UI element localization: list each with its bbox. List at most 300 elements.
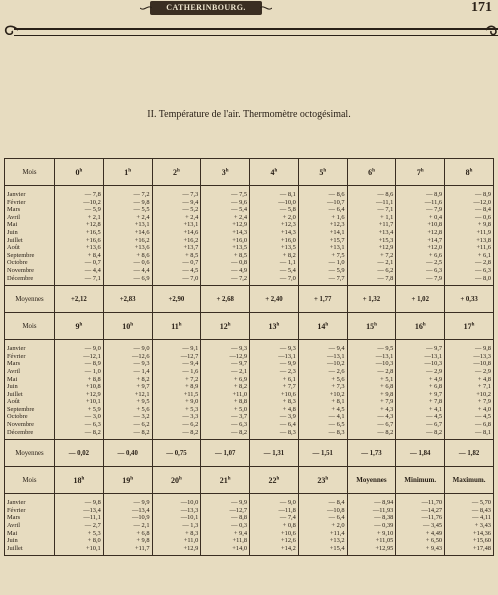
cell-value: — 9,8 — [133, 198, 150, 206]
cell-value: — 8,4 — [328, 499, 345, 507]
cell-value: + 8,0 — [87, 537, 101, 545]
cell-value: +14,2 — [281, 544, 296, 552]
cell-value: +13,2 — [329, 537, 345, 545]
cell-value: + 7,9 — [477, 398, 491, 406]
value-column — [250, 340, 299, 440]
month-name: Janvier — [7, 499, 26, 507]
cell-value: + 5,9 — [87, 405, 101, 413]
cell-value: + 9,10 — [376, 529, 394, 537]
cell-value: —13,3 — [180, 506, 199, 514]
value-column — [201, 494, 250, 556]
cell-value: +16,5 — [85, 228, 101, 236]
cell-value: +17,48 — [473, 544, 491, 552]
mean-value: — 1,07 — [201, 440, 250, 467]
cell-value: +10,8 — [85, 383, 101, 391]
cell-value: — 0,8 — [231, 259, 248, 267]
cell-value: + 2,0 — [331, 522, 345, 530]
cell-value: + 4,9 — [428, 375, 443, 383]
cell-value: +12,8 — [427, 228, 443, 236]
cell-value: + 8,4 — [87, 251, 101, 259]
hour-header — [103, 313, 152, 340]
value-column — [55, 494, 104, 556]
cell-value: + 0,4 — [428, 213, 443, 221]
cell-value: — 5,5 — [133, 206, 150, 214]
cell-value: + 9,5 — [136, 398, 150, 406]
hour-suffix: h — [469, 167, 473, 173]
cell-value: + 6,8 — [380, 383, 394, 391]
cell-value: — 6,9 — [133, 274, 150, 282]
month-name: Mars — [7, 206, 21, 214]
cell-value: — 9,7 — [231, 360, 248, 368]
mean-value: — 1,82 — [445, 440, 494, 467]
month-list — [5, 186, 55, 286]
cell-value: — 2,3 — [279, 367, 296, 375]
means-row — [5, 286, 494, 313]
hour-value: 3 — [221, 167, 226, 177]
cell-value: +12,3 — [329, 221, 345, 229]
hour-header — [152, 313, 201, 340]
cell-value: — 6,2 — [182, 421, 199, 429]
cell-value: —12,7 — [229, 506, 248, 514]
cell-value: + 5,6 — [136, 405, 150, 413]
cell-value: —11,6 — [424, 198, 443, 206]
cell-value: — 9,4 — [182, 198, 199, 206]
cell-value: + 4,5 — [331, 405, 345, 413]
cell-value: — 7,9 — [426, 274, 443, 282]
data-row — [5, 494, 494, 556]
mean-value: — 0,40 — [103, 440, 152, 467]
value-column — [250, 494, 299, 556]
cell-value: + 4,8 — [282, 405, 296, 413]
hour-value: 10 — [122, 321, 131, 331]
cell-value: —11,76 — [421, 514, 443, 522]
value-column — [298, 494, 347, 556]
mean-value: — 1,73 — [347, 440, 396, 467]
cell-value: —10,0 — [278, 198, 296, 206]
cell-value: + 9,43 — [425, 544, 443, 552]
cell-value: + 8,8 — [87, 375, 101, 383]
mean-value: — 1,51 — [298, 440, 347, 467]
cell-value: — 9,7 — [426, 345, 443, 353]
mean-value: +2,12 — [55, 286, 104, 313]
cell-value: +11,05 — [375, 537, 394, 545]
cell-value: +15,4 — [329, 544, 345, 552]
hour-suffix: h — [179, 476, 182, 482]
cell-value: —13,1 — [375, 352, 394, 360]
cell-value: + 4,0 — [477, 405, 491, 413]
hour-value: 17 — [463, 321, 472, 331]
cell-value: +16,2 — [183, 236, 199, 244]
cell-value: — 8,9 — [84, 360, 101, 368]
month-name: Mars — [7, 360, 21, 368]
cell-value: — 2,7 — [84, 522, 101, 530]
cell-value: + 8,5 — [233, 251, 248, 259]
mean-value: — 1,84 — [396, 440, 445, 467]
month-list — [5, 494, 55, 556]
cell-value: — 2,9 — [426, 367, 443, 375]
hour-value: 9 — [75, 321, 80, 331]
mean-value: +2,83 — [103, 286, 152, 313]
hour-value: 19 — [122, 475, 131, 485]
hour-header — [298, 467, 347, 494]
cell-value: +11,7 — [378, 221, 394, 229]
hour-header — [152, 159, 201, 186]
cell-value: — 9,4 — [328, 345, 345, 353]
data-row — [5, 186, 494, 286]
month-name: Octobre — [7, 259, 28, 267]
cell-value: — 1,0 — [328, 259, 345, 267]
cell-value: + 7,2 — [380, 251, 394, 259]
cell-value: — 0,7 — [84, 259, 101, 267]
month-name: Juillet — [7, 544, 23, 552]
cell-value: — 9,5 — [377, 345, 394, 353]
month-name: Mai — [7, 375, 18, 383]
cell-value: + 9,4 — [233, 529, 248, 537]
cell-value: +11,0 — [232, 390, 248, 398]
cell-value: — 8,0 — [475, 274, 491, 282]
cell-value: — 5,9 — [328, 266, 345, 274]
cell-value: +13,6 — [85, 244, 101, 252]
value-column — [201, 186, 250, 286]
cell-value: +14,1 — [329, 228, 345, 236]
hour-value: 15 — [366, 321, 375, 331]
hour-header — [55, 467, 104, 494]
month-name: Février — [7, 506, 26, 514]
cell-value: — 4,11 — [472, 514, 491, 522]
cell-value: + 5,1 — [380, 375, 394, 383]
month-name: Janvier — [7, 345, 26, 353]
cell-value: + 8,6 — [136, 251, 150, 259]
cell-value: — 2,5 — [426, 259, 443, 267]
cell-value: — 5,8 — [279, 206, 296, 214]
cell-value: + 8,2 — [136, 375, 150, 383]
cell-value: — 4,5 — [182, 266, 199, 274]
mean-value: — 0,75 — [152, 440, 201, 467]
cell-value: — 1,0 — [84, 367, 101, 375]
cell-value: +12,9 — [232, 221, 248, 229]
cell-value: — 3,3 — [182, 413, 199, 421]
cell-value: — 8,6 — [377, 191, 394, 198]
cell-value: +14,6 — [183, 228, 199, 236]
cell-value: + 9,0 — [185, 398, 199, 406]
cell-value: — 6,4 — [279, 421, 296, 429]
cell-value: +14,3 — [281, 228, 296, 236]
mean-value: +2,90 — [152, 286, 201, 313]
cell-value: + 9,8 — [380, 390, 394, 398]
mois-header: Mois — [5, 159, 55, 186]
cell-value: — 7,3 — [182, 191, 199, 198]
hour-value: 16 — [414, 321, 423, 331]
cell-value: — 7,8 — [377, 274, 394, 282]
temperature-table — [4, 158, 494, 556]
stat-header: Moyennes — [347, 467, 396, 494]
cell-value: + 4,3 — [380, 405, 394, 413]
cell-value: — 5,4 — [279, 266, 296, 274]
month-name: Août — [7, 244, 20, 252]
cell-value: +12,1 — [134, 390, 150, 398]
cell-value: —11,8 — [278, 506, 296, 514]
cell-value: — 2,6 — [328, 367, 345, 375]
month-name: Janvier — [7, 191, 26, 198]
hour-suffix: h — [177, 167, 180, 173]
data-row — [5, 340, 494, 440]
hour-value: 23 — [317, 475, 326, 485]
cell-value: —12,7 — [180, 352, 199, 360]
hour-suffix: h — [323, 167, 327, 173]
hour-value: 18 — [73, 475, 82, 485]
cell-value: — 2,1 — [133, 522, 150, 530]
page-number: 171 — [471, 0, 492, 15]
cell-value: + 8,3 — [185, 529, 199, 537]
cell-value: — 8,1 — [475, 428, 491, 436]
cell-value: — 8,3 — [328, 428, 345, 436]
cell-value: — 8,4 — [475, 206, 491, 214]
cell-value: — 8,6 — [328, 191, 345, 198]
month-name: Juin — [7, 228, 18, 236]
cell-value: + 7,3 — [331, 383, 345, 391]
cell-value: — 8,2 — [377, 428, 394, 436]
cell-value: + 5,3 — [87, 529, 101, 537]
hour-header — [250, 313, 299, 340]
cell-value: +12,9 — [85, 390, 101, 398]
stat-header: Maximum. — [445, 467, 494, 494]
cell-value: — 3,9 — [279, 413, 296, 421]
cell-value: +11,0 — [183, 537, 199, 545]
cell-value: — 8,8 — [231, 514, 248, 522]
cell-value: +13,4 — [378, 228, 394, 236]
cell-value: +11,6 — [476, 244, 491, 252]
cell-value: — 2,8 — [475, 259, 491, 267]
header-row — [5, 467, 494, 494]
hour-suffix: h — [420, 167, 424, 173]
cell-value: — 7,0 — [279, 274, 296, 282]
hour-value: 8 — [465, 167, 470, 177]
hour-value: 2 — [173, 167, 178, 177]
cell-value: + 9,7 — [136, 383, 150, 391]
hour-suffix: h — [130, 476, 134, 482]
value-column — [445, 186, 494, 286]
cell-value: — 4,5 — [475, 413, 491, 421]
cell-value: + 5,3 — [185, 405, 199, 413]
cell-value: —11,70 — [421, 499, 443, 507]
month-name: Février — [7, 198, 26, 206]
mean-value: — 0,02 — [55, 440, 104, 467]
cell-value: —10,9 — [131, 514, 150, 522]
cell-value: — 6,2 — [377, 266, 394, 274]
cell-value: +16,0 — [281, 236, 296, 244]
moyennes-label: Moyennes — [5, 440, 55, 467]
month-name: Juillet — [7, 236, 23, 244]
cell-value: + 7,5 — [331, 251, 345, 259]
month-name: Décembre — [7, 274, 34, 282]
scroll-ornament-right-icon — [484, 22, 498, 40]
cell-value: +10,6 — [281, 390, 296, 398]
hour-suffix: h — [372, 167, 375, 173]
cell-value: +13,1 — [134, 221, 150, 229]
cell-value: + 9,8 — [136, 537, 150, 545]
cell-value: + 7,9 — [380, 398, 394, 406]
cell-value: + 1,6 — [331, 213, 345, 221]
cell-value: +13,7 — [183, 244, 199, 252]
cell-value: +11,4 — [330, 529, 345, 537]
cell-value: —13,1 — [327, 352, 345, 360]
cell-value: +10,1 — [85, 398, 101, 406]
cell-value: — 5,2 — [182, 206, 199, 214]
cell-value: — 7,0 — [182, 274, 199, 282]
cell-value: +13,1 — [183, 221, 199, 229]
cell-value: — 6,3 — [231, 421, 248, 429]
cell-value: —13,1 — [278, 352, 296, 360]
cell-value: — 0,7 — [182, 259, 199, 267]
mean-value: + 1,02 — [396, 286, 445, 313]
cell-value: + 4,8 — [477, 375, 491, 383]
cell-value: —11,1 — [376, 198, 394, 206]
mean-value: + 2,40 — [250, 286, 299, 313]
mean-value: + 2,68 — [201, 286, 250, 313]
hour-suffix: h — [471, 321, 475, 327]
cell-value: — 7,7 — [328, 274, 345, 282]
month-name: Août — [7, 398, 20, 406]
month-list — [5, 340, 55, 440]
hour-header — [445, 159, 494, 186]
value-column — [103, 186, 152, 286]
cell-value: — 8,2 — [426, 428, 443, 436]
month-name: Novembre — [7, 266, 34, 274]
hour-header — [396, 159, 445, 186]
cell-value: + 2,4 — [185, 213, 199, 221]
cell-value: +12,6 — [281, 537, 296, 545]
cell-value: + 6,9 — [233, 375, 248, 383]
value-column — [250, 186, 299, 286]
month-name: Mai — [7, 221, 18, 229]
cell-value: —10,3 — [375, 360, 394, 368]
cell-value: + 6,1 — [477, 251, 491, 259]
hour-suffix: h — [422, 321, 426, 327]
cell-value: —12,0 — [473, 198, 491, 206]
cell-value: — 6,7 — [426, 421, 443, 429]
hour-suffix: h — [325, 321, 329, 327]
cell-value: +16,0 — [232, 236, 248, 244]
cell-value: — 7,1 — [84, 274, 101, 282]
cell-value: +13,1 — [329, 244, 345, 252]
cell-value: — 8,94 — [374, 499, 394, 507]
value-column — [298, 186, 347, 286]
month-name: Avril — [7, 367, 21, 375]
cell-value: +11,7 — [134, 544, 150, 552]
cell-value: — 7,5 — [231, 191, 248, 198]
cell-value: — 9,1 — [182, 345, 199, 353]
cell-value: — 5,4 — [231, 206, 248, 214]
cell-value: — 8,43 — [471, 506, 491, 514]
header-row — [5, 313, 494, 340]
mean-value: + 0,33 — [445, 286, 494, 313]
cell-value: +11,5 — [183, 390, 199, 398]
cell-value: + 8,8 — [233, 398, 248, 406]
month-name: Octobre — [7, 413, 28, 421]
cell-value: — 4,3 — [377, 413, 394, 421]
month-name: Septembre — [7, 405, 35, 413]
cell-value: —10,2 — [83, 198, 101, 206]
hour-suffix: h — [276, 321, 280, 327]
month-name: Juillet — [7, 390, 23, 398]
hour-header — [347, 313, 396, 340]
cell-value: —10,8 — [327, 506, 345, 514]
cell-value: — 8,2 — [182, 428, 199, 436]
month-name: Avril — [7, 522, 21, 530]
cell-value: — 8,2 — [84, 428, 101, 436]
cell-value: —10,1 — [180, 514, 199, 522]
double-rule — [14, 28, 498, 36]
cell-value: — 0,6 — [133, 259, 150, 267]
cell-value: + 7,7 — [282, 383, 296, 391]
cell-value: + 6,6 — [428, 251, 443, 259]
cell-value: + 9,7 — [428, 390, 443, 398]
cell-value: — 0,3 — [231, 522, 248, 530]
month-name: Novembre — [7, 421, 34, 429]
cell-value: + 4,1 — [428, 405, 443, 413]
cell-value: —10,7 — [327, 198, 345, 206]
cell-value: — 9,9 — [279, 360, 296, 368]
cell-value: — 5,9 — [84, 206, 101, 214]
cell-value: + 8,2 — [233, 383, 248, 391]
cell-value: — 9,3 — [231, 345, 248, 353]
hour-suffix: h — [225, 167, 229, 173]
cell-value: — 7,1 — [377, 206, 394, 214]
hour-header — [152, 467, 201, 494]
value-column — [103, 494, 152, 556]
cell-value: +14,7 — [427, 236, 443, 244]
month-name: Février — [7, 352, 26, 360]
cell-value: + 1,1 — [380, 213, 394, 221]
cell-value: +13,8 — [476, 236, 491, 244]
hour-suffix: h — [79, 321, 83, 327]
cell-value: +15,7 — [329, 236, 345, 244]
cell-value: — 4,9 — [231, 266, 248, 274]
cell-value: + 2,4 — [136, 213, 150, 221]
value-column — [396, 186, 445, 286]
cell-value: + 6,8 — [136, 529, 150, 537]
cell-value: — 4,4 — [84, 266, 101, 274]
section-title: II. Température de l'air. Thermomètre octogésimal. — [147, 109, 351, 120]
cell-value: — 7,4 — [279, 514, 296, 522]
cell-value: — 2,1 — [377, 259, 394, 267]
cell-value: —10,0 — [180, 499, 199, 507]
hour-header — [103, 159, 152, 186]
value-column — [152, 186, 201, 286]
cell-value: —13,1 — [424, 352, 443, 360]
hour-header — [201, 467, 250, 494]
value-column — [298, 340, 347, 440]
stat-header: Minimum. — [396, 467, 445, 494]
value-column — [347, 340, 396, 440]
month-name: Mai — [7, 529, 18, 537]
ornament-left-icon — [140, 4, 152, 12]
moyennes-label: Moyennes — [5, 286, 55, 313]
cell-value: — 9,0 — [84, 345, 101, 353]
cell-value: + 7,1 — [477, 383, 491, 391]
cell-value: +14,6 — [134, 228, 150, 236]
cell-value: — 9,3 — [133, 360, 150, 368]
cell-value: +10,1 — [85, 544, 101, 552]
cell-value: + 6,50 — [425, 537, 443, 545]
hour-header — [298, 313, 347, 340]
hour-suffix: h — [81, 476, 85, 482]
cell-value: + 9,8 — [477, 221, 491, 229]
cell-value: + 2,1 — [87, 213, 101, 221]
cell-value: — 3,0 — [84, 413, 101, 421]
cell-value: + 2,4 — [233, 213, 248, 221]
page-header-banner: CATHERINBOURG. — [150, 1, 262, 15]
